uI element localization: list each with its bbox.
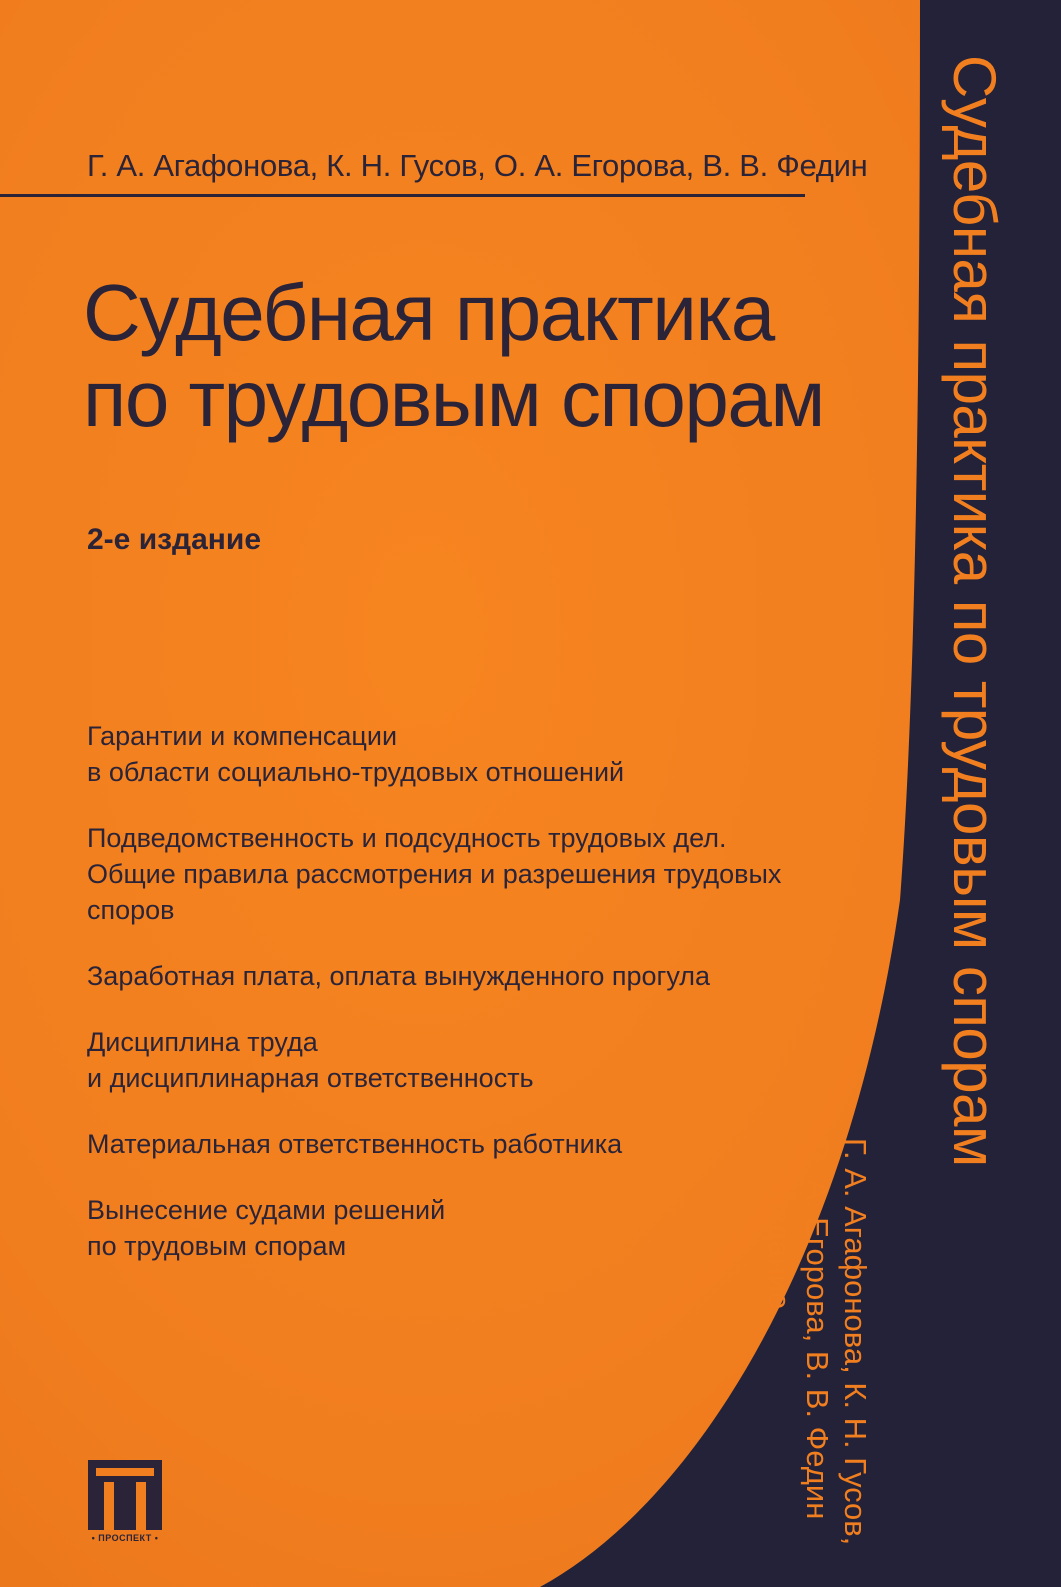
topic-item: [87, 718, 877, 790]
title-line-2: по трудовым спорам: [83, 354, 824, 443]
topic-item: [87, 1024, 877, 1096]
topic-line: Подведомственность и подсудность трудовых дел.: [87, 823, 727, 853]
topic-item: [87, 1192, 877, 1264]
title-line-1: Судебная практика: [83, 268, 774, 357]
divider-rule: [0, 194, 805, 197]
topic-item: [87, 820, 877, 928]
topics-list: [87, 718, 877, 1294]
topic-item: [87, 958, 877, 994]
spine-authors-block: [760, 1138, 874, 1545]
topic-line: Общие правила рассмотрения и разрешения трудовых: [87, 859, 782, 889]
edition-label: 2-е издание: [87, 523, 262, 556]
spine-authors-line-2: О. А. Егорова, В. В. Федин: [800, 1138, 835, 1520]
topic-line: Гарантии и компенсации: [87, 721, 398, 751]
topic-line: Материальная ответственность работника: [87, 1129, 623, 1159]
spine-edition: 2-е издание: [762, 1138, 797, 1310]
publisher-name: • ПРОСПЕКТ •: [91, 1533, 159, 1543]
topic-line: Вынесение судами решений: [87, 1195, 446, 1225]
book-title: [83, 270, 863, 442]
authors-line: Г. А. Агафонова, К. Н. Гусов, О. А. Егорова, В. В. Федин: [87, 148, 868, 183]
spine-title-text: Судебная практика по трудовым спорам: [941, 55, 1008, 1167]
topic-item: [87, 1126, 877, 1162]
topic-line: и дисциплинарная ответственность: [87, 1063, 534, 1093]
topic-line: споров: [87, 895, 175, 925]
publisher-name-text: ПРОСПЕКТ: [98, 1533, 152, 1543]
spine-title: [940, 55, 1008, 1515]
topic-line: по трудовым спорам: [87, 1231, 347, 1261]
topic-line: Заработная плата, оплата вынужденного прогула: [87, 961, 711, 991]
topic-line: Дисциплина труда: [87, 1027, 318, 1057]
spine-authors-line-1: Г. А. Агафонова, К. Н. Гусов,: [838, 1138, 873, 1546]
topic-line: в области социально-трудовых отношений: [87, 757, 625, 787]
